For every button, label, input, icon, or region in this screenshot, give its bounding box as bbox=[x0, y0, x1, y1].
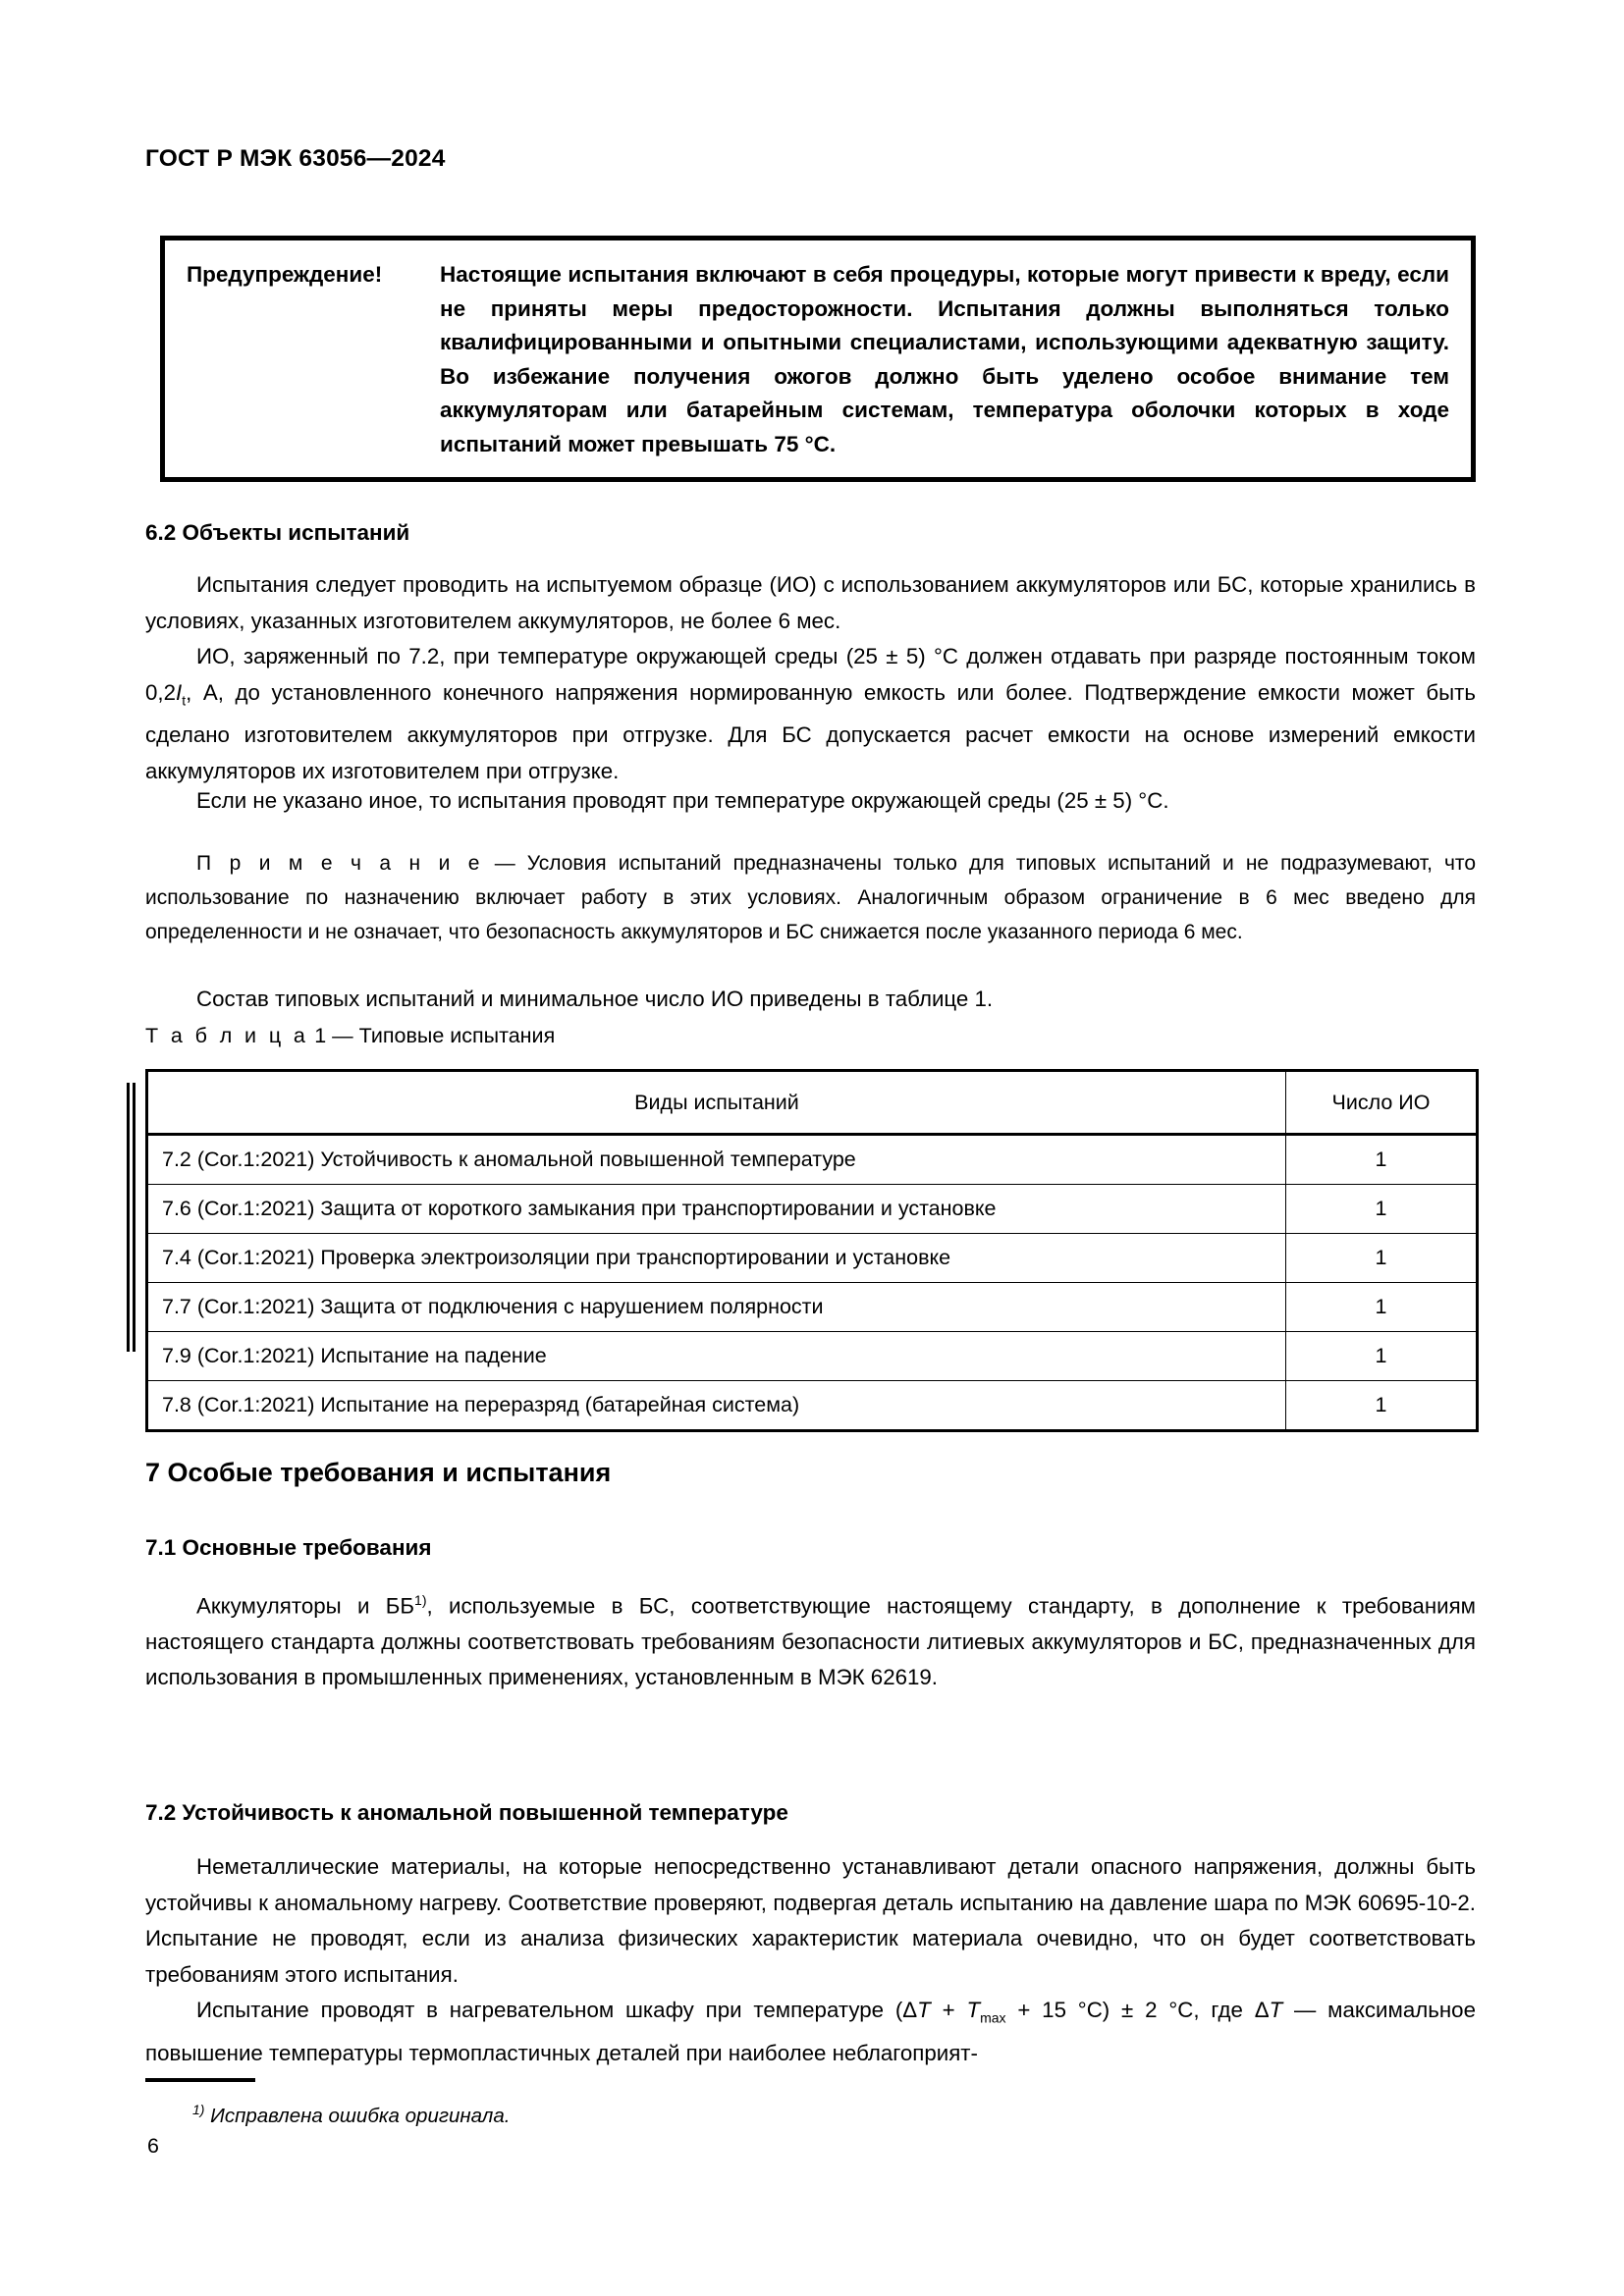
footnote-reference-marker: 1) bbox=[414, 1592, 427, 1608]
paragraph-part-c: + 15 °C) ± 2 °C, где Δ bbox=[1005, 1998, 1270, 2022]
cell-count: 1 bbox=[1286, 1283, 1478, 1332]
symbol-temperature-subscript-max: max bbox=[980, 2009, 1006, 2026]
symbol-current-i: I bbox=[176, 679, 183, 705]
cell-count: 1 bbox=[1286, 1332, 1478, 1381]
cell-test-type: 7.7 (Cor.1:2021) Защита от подключения с нарушением полярности bbox=[147, 1283, 1286, 1332]
table-row bbox=[147, 1283, 1478, 1332]
heading-7-1-label: 7.1 Основные требования bbox=[145, 1535, 432, 1560]
page-header-standard-id: ГОСТ Р МЭК 63056—2024 bbox=[145, 145, 446, 172]
table-row bbox=[147, 1332, 1478, 1381]
warning-label: Предупреждение! bbox=[187, 262, 383, 287]
heading-7 bbox=[145, 1456, 1476, 1489]
symbol-temperature-t2: T bbox=[966, 1998, 981, 2022]
column-header-number-of-eut: Число ИО bbox=[1286, 1071, 1478, 1135]
paragraph-text: Испытания следует проводить на испытуемом образце (ИО) с использованием аккумуляторов или БС, которые хранились в условиях, указанных изготовителем аккумуляторов, не более 6 мес. bbox=[145, 572, 1476, 633]
table-1 bbox=[145, 1069, 1479, 1432]
paragraph-6-2-1 bbox=[145, 567, 1476, 639]
paragraph-6-2-2 bbox=[145, 639, 1476, 789]
note-text bbox=[145, 846, 1476, 949]
footnote-separator-rule bbox=[145, 2078, 255, 2082]
heading-7-1 bbox=[145, 1533, 1476, 1563]
cell-test-type: 7.6 (Cor.1:2021) Защита от короткого замыкания при транспортировании и установке bbox=[147, 1185, 1286, 1234]
table-head bbox=[147, 1071, 1478, 1135]
paragraph-6-2-4 bbox=[145, 982, 1476, 1018]
heading-6-2-label: 6.2 Объекты испытаний bbox=[145, 520, 410, 545]
warning-text: Настоящие испытания включают в себя процедуры, которые могут привести к вреду, если не приняты меры предосторожности. Испытания должны выполняться только квалифицированными и опытными специалистами, использующими адекватную защиту. Во избежание получения ожогов должно быть уделено особое внимание тем аккумуляторам или батарейным системам, температура оболочки которых в ходе испытаний может превышать 75 °C. bbox=[440, 262, 1449, 456]
symbol-temperature-t1: T bbox=[917, 1998, 931, 2022]
table-caption bbox=[145, 1021, 1476, 1050]
heading-7-2-label: 7.2 Устойчивость к аномальной повышенной температуре bbox=[145, 1800, 788, 1825]
paragraph-text bbox=[145, 1993, 1476, 2071]
cell-count: 1 bbox=[1286, 1381, 1478, 1431]
table-caption-lead: Т а б л и ц а bbox=[145, 1024, 309, 1047]
symbol-temperature-t3: T bbox=[1269, 1998, 1283, 2022]
warning-box bbox=[160, 236, 1476, 482]
paragraph-text: Состав типовых испытаний и минимальное число ИО приведены в таблице 1. bbox=[196, 987, 994, 1011]
table-caption-rest: 1 — Типовые испытания bbox=[308, 1024, 556, 1047]
paragraph-part-b: , используемые в БС, соответствующие настоящему стандарту, в дополнение к требованиям настоящего стандарта должны соответствовать требованиям безопасности литиевых аккумуляторов и БС, предназначенных для использования в промышленных применениях, установленным в МЭК 62619. bbox=[145, 1593, 1477, 1690]
paragraph-text: Неметаллические материалы, на которые непосредственно устанавливают детали опасного напряжения, должны быть устойчивы к аномальному нагреву. Соответствие проверяют, подвергая деталь испытанию на давление шара по МЭК 60695-10-2. Испытание не проводят, если из анализа физических характеристик материала очевидно, что он будет соответствовать требованиям этого испытания. bbox=[145, 1854, 1476, 1987]
cell-count: 1 bbox=[1286, 1234, 1478, 1283]
paragraph-part-a: ИО, заряженный по 7.2, при температуре окружающей среды (25 ± 5) °C должен отдавать при разряде постоянным током 0,2 bbox=[145, 644, 1476, 705]
table-row bbox=[147, 1381, 1478, 1431]
change-bar bbox=[127, 1083, 135, 1352]
cell-test-type: 7.2 (Cor.1:2021) Устойчивость к аномальной повышенной температуре bbox=[147, 1135, 1286, 1185]
heading-6-2 bbox=[145, 518, 1476, 548]
table-row bbox=[147, 1234, 1478, 1283]
table-header-row bbox=[147, 1071, 1478, 1135]
paragraph-text bbox=[145, 639, 1476, 789]
paragraph-part-d: — максимальное повышение температуры термопластичных деталей при наиболее неблагоприят- bbox=[145, 1998, 1476, 2065]
cell-count: 1 bbox=[1286, 1135, 1478, 1185]
heading-7-label: 7 Особые требования и испытания bbox=[145, 1458, 612, 1487]
cell-test-type: 7.8 (Cor.1:2021) Испытание на переразряд (батарейная система) bbox=[147, 1381, 1286, 1431]
heading-7-2 bbox=[145, 1798, 1476, 1828]
note-6-2 bbox=[145, 846, 1476, 949]
table-body bbox=[147, 1135, 1478, 1431]
cell-count: 1 bbox=[1286, 1185, 1478, 1234]
footnote-marker: 1) bbox=[192, 2102, 205, 2117]
page-number: 6 bbox=[147, 2134, 159, 2158]
cell-test-type: 7.9 (Cor.1:2021) Испытание на падение bbox=[147, 1332, 1286, 1381]
column-header-test-types: Виды испытаний bbox=[147, 1071, 1286, 1135]
paragraph-7-2-1 bbox=[145, 1849, 1476, 1993]
footnote-text: Исправлена ошибка оригинала. bbox=[210, 2104, 511, 2127]
types-of-tests-table bbox=[145, 1069, 1479, 1432]
paragraph-7-2-2 bbox=[145, 1993, 1476, 2071]
paragraph-text: Если не указано иное, то испытания проводят при температуре окружающей среды (25 ± 5) °C. bbox=[196, 788, 1169, 813]
note-lead-label: П р и м е ч а н и е bbox=[196, 852, 483, 875]
table-row bbox=[147, 1135, 1478, 1185]
paragraph-part-a: Испытание проводят в нагревательном шкафу при температуре (Δ bbox=[196, 1998, 918, 2022]
paragraph-6-2-3 bbox=[145, 783, 1476, 820]
cell-test-type: 7.4 (Cor.1:2021) Проверка электроизоляции при транспортировании и установке bbox=[147, 1234, 1286, 1283]
paragraph-part-b: + bbox=[930, 1998, 967, 2022]
paragraph-7-1-1 bbox=[145, 1582, 1476, 1696]
paragraph-text bbox=[145, 1582, 1476, 1696]
paragraph-part-a: Аккумуляторы и ББ bbox=[196, 1593, 415, 1619]
footnote bbox=[192, 2096, 510, 2130]
table-row bbox=[147, 1185, 1478, 1234]
paragraph-part-b: , А, до установленного конечного напряжения нормированную емкость или более. Подтверждение емкости может быть сделано изготовителем аккумуляторов при отгрузке. Для БС допускается расчет емкости на основе измерений емкости аккумуляторов их изготовителем при отгрузке. bbox=[145, 679, 1476, 783]
symbol-current-subscript: t bbox=[182, 691, 187, 708]
table-caption-text bbox=[145, 1021, 1476, 1050]
note-body: — Условия испытаний предназначены только для типовых испытаний и не подразумевают, что использование по назначению включает работу в этих условиях. Аналогичным образом ограничение в 6 мес введено для определенности и не означает, что безопасность аккумуляторов и БС снижается после указанного периода 6 мес. bbox=[145, 852, 1476, 943]
